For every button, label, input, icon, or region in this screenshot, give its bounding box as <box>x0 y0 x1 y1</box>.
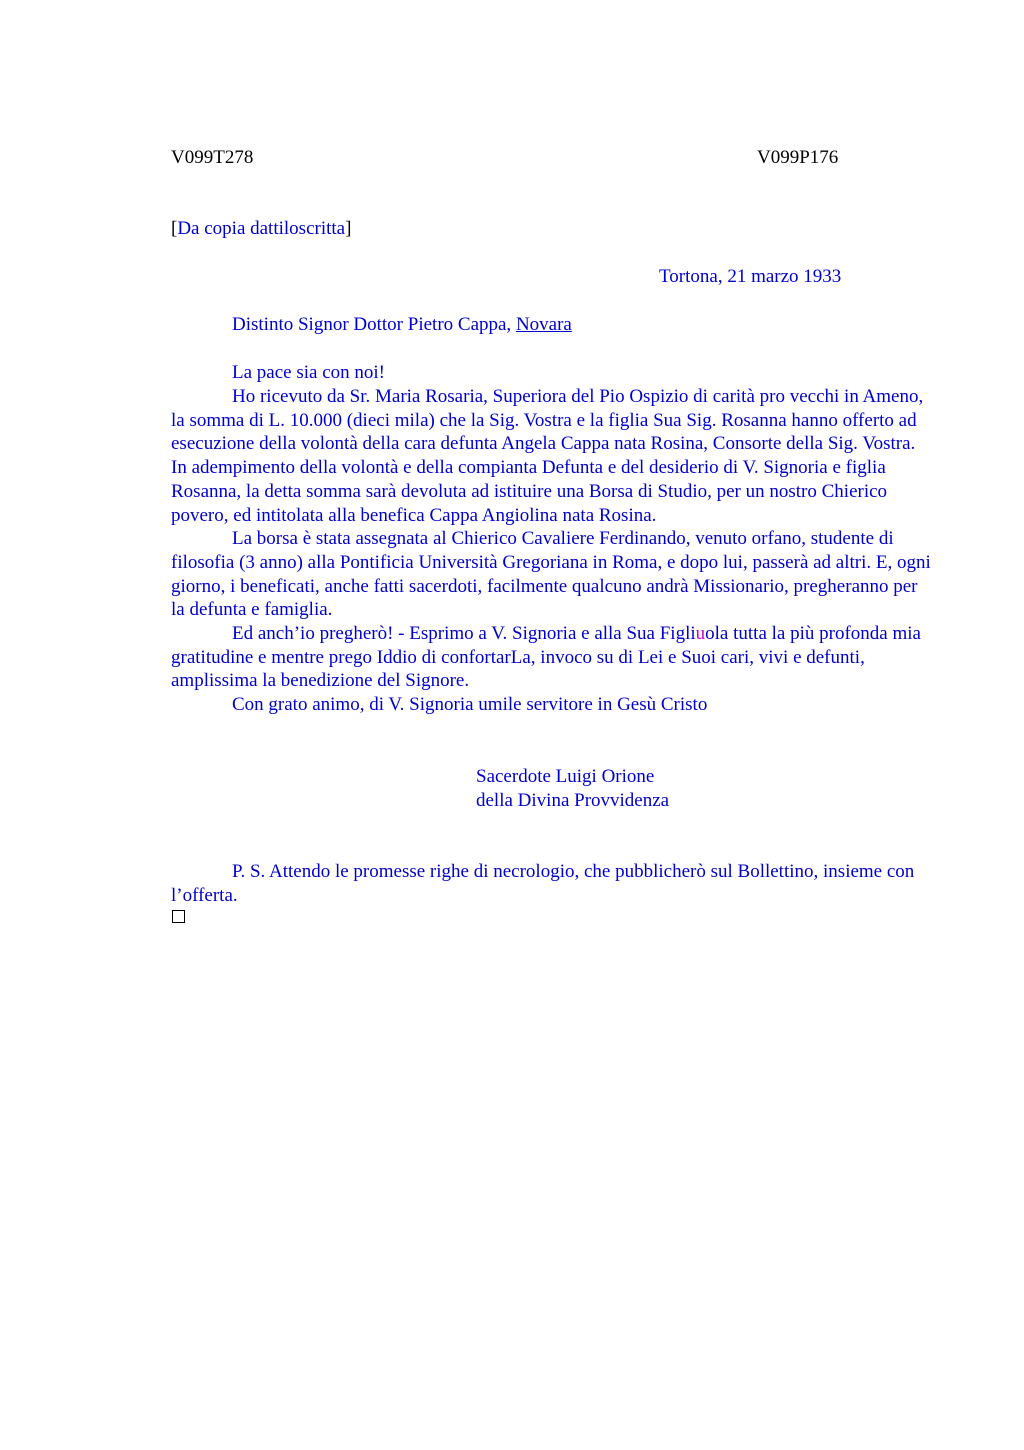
signature-line-1: Sacerdote Luigi Orione <box>476 766 655 787</box>
checkbox-square-icon <box>172 910 185 923</box>
paragraph-1: Ho ricevuto da Sr. Maria Rosaria, Superiora del Pio Ospizio di carità pro vecchi in Ameno, la somma di L. 10.000 (dieci mila) che la Sig. Vostra e la figlia Sua Sig. Rosanna hanno offerto ad esecuzione della volontà della cara defunta Angela Cappa nata Rosina, Consorte della Sig. Vostra. In adempimento della volontà e della compianta Defunta e del desiderio di V. Signoria e figlia Rosanna, la detta somma sarà devoluta ad istituire una Borsa di Studio, per un nostro Chierico povero, ed intitolata alla benefica Cappa Angiolina nata Rosina. <box>171 386 924 526</box>
paragraph-3 <box>171 622 931 693</box>
paragraph-3-end: ola tutta la più profonda mia gratitudine e mentre prego Iddio di confortarLa, invoco su di Lei e Suoi cari, vivi e defunti, amplissima la benedizione del Signore. <box>171 623 921 692</box>
dateline: Tortona, 21 marzo 1933 <box>659 266 842 287</box>
postscript: P. S. Attendo le promesse righe di necrologio, che pubblicherò sul Bollettino, insieme con l’offerta. <box>171 861 915 906</box>
source-note-text: Da copia dattiloscritta <box>177 218 346 239</box>
salutation-place: Novara <box>515 314 572 335</box>
salutation <box>232 313 572 337</box>
header-right-code: V099P176 <box>757 147 839 168</box>
source-note-open-bracket: [ <box>171 218 178 239</box>
paragraph-4: Con grato animo, di V. Signoria umile servitore in Gesù Cristo <box>232 694 708 716</box>
paragraph-2: La borsa è stata assegnata al Chierico Cavaliere Ferdinando, venuto orfano, studente di filosofia (3 anno) alla Pontificia Università Gregoriana in Roma, e dopo lui, passerà ad altri. E, ogni giorno, i beneficati, anche fatti sacerdoti, facilmente qualcuno andrà Missionario, pregheranno per la defunta e famiglia. <box>171 528 931 621</box>
header-left-code: V099T278 <box>171 147 254 168</box>
salutation-text: Distinto Signor Dottor Pietro Cappa, <box>232 314 516 335</box>
source-note <box>171 217 351 241</box>
letter-body <box>171 385 931 717</box>
source-note-close-bracket: ] <box>345 218 352 239</box>
paragraph-3-highlight: u <box>695 623 706 645</box>
paragraph-3-start: Ed anch’io pregherò! - Esprimo a V. Signoria e alla Sua Figli <box>232 623 696 645</box>
signature-line-2: della Divina Provvidenza <box>476 790 670 811</box>
greeting: La pace sia con noi! <box>232 362 385 383</box>
